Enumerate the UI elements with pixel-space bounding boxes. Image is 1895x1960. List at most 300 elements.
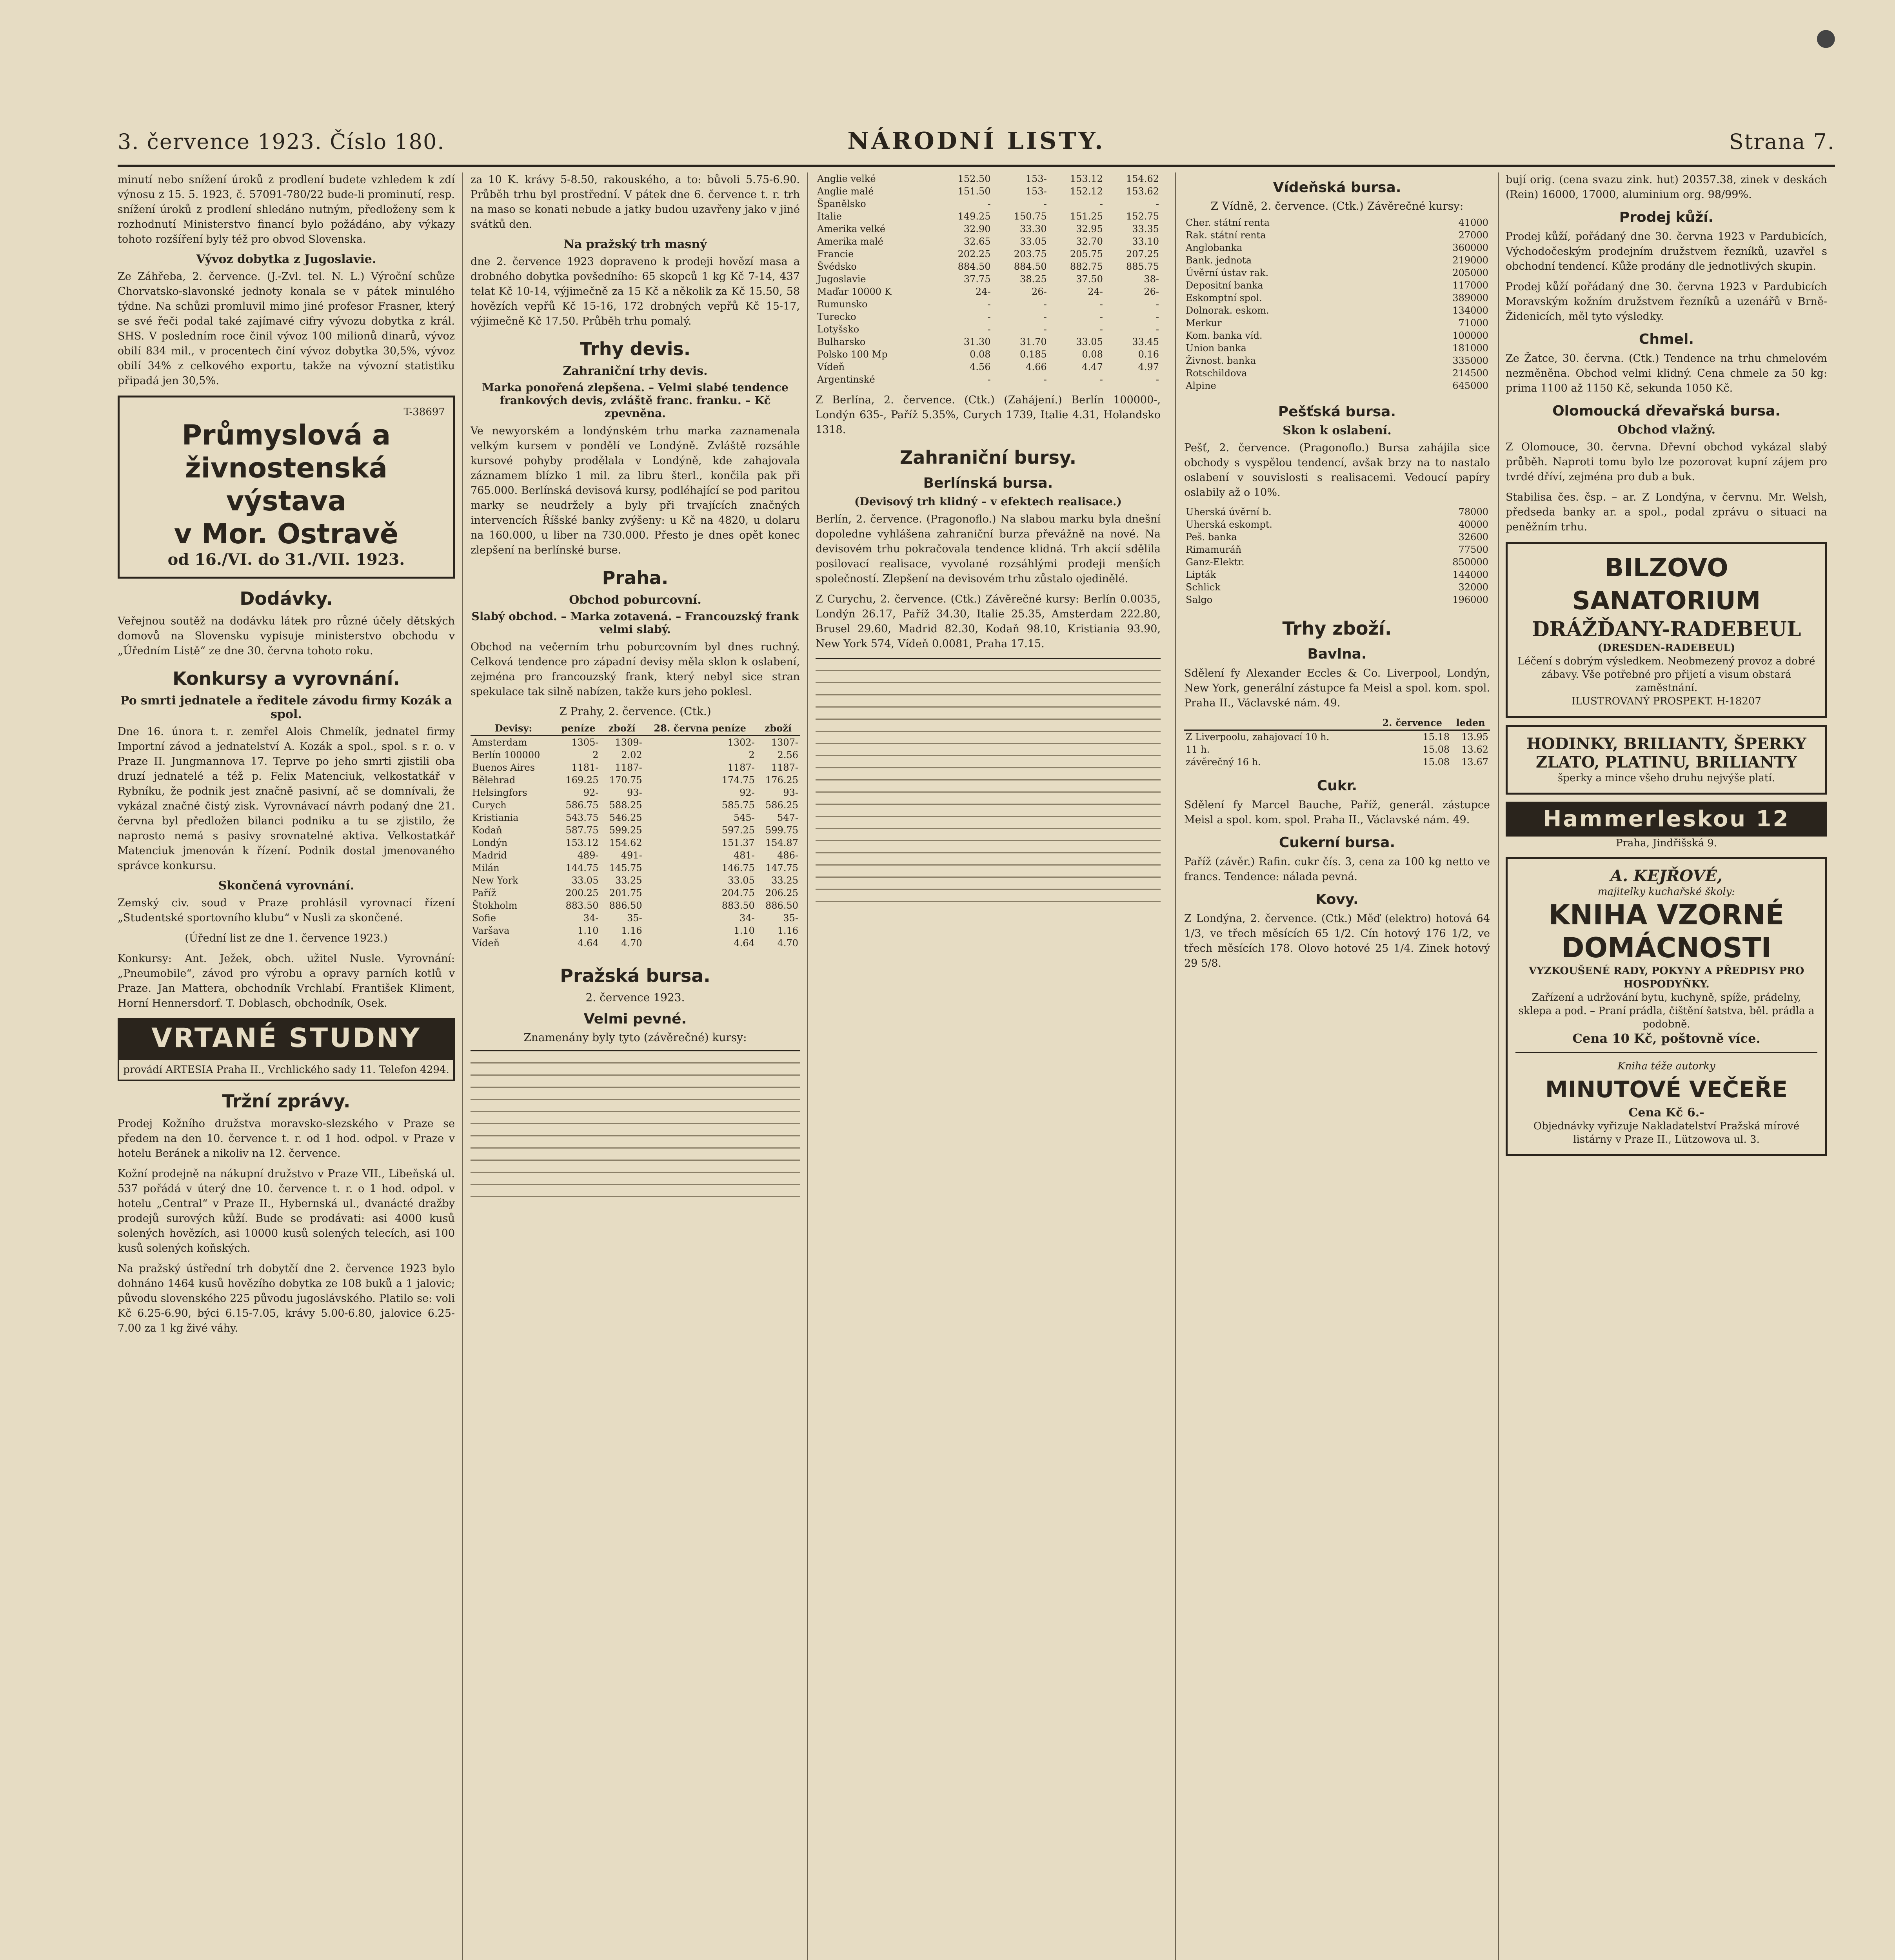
table-row: [1184, 543, 1490, 556]
stock-label: Uherská eskompt.: [1186, 519, 1273, 530]
ad-author: A. KEJŘOVÉ,: [1610, 867, 1722, 885]
table-row: [816, 223, 1161, 235]
article-text: (Úřední list ze dne 1. července 1923.): [185, 932, 388, 944]
text-line: [816, 678, 1161, 683]
stock-value: 850000: [1452, 557, 1488, 568]
text-line: [471, 1131, 800, 1136]
section-heading: Cukr.: [1317, 778, 1357, 794]
table-row: [816, 248, 1161, 260]
section-heading: Pešťská bursa.: [1278, 404, 1396, 420]
valuta-value: 153-: [1025, 173, 1047, 184]
devisa-value: 2.56: [777, 750, 798, 760]
cotton-value: 13.95: [1461, 731, 1488, 742]
stock-value: 41000: [1458, 217, 1488, 228]
text-line: [471, 1143, 800, 1149]
table-header: 2. července: [1373, 716, 1451, 730]
article-subheading: Slabý obchod. – Marka zotavená. – Francouzský frank velmi slabý.: [471, 610, 799, 636]
stock-label: Eskomptní spol.: [1186, 292, 1262, 303]
table-row: [816, 361, 1161, 373]
cotton-value: 13.67: [1461, 757, 1488, 768]
stock-label: Uherská úvěrní b.: [1186, 506, 1272, 517]
article-text: Z Olomouce, 30. června. Dřevní obchod vykázal slabý průběh. Naproti tomu bylo lze pozorovat kupní zájem pro tvrdé dříví, zejména pro dub a buk.: [1506, 441, 1827, 483]
valuta-value: 149.25: [957, 211, 991, 222]
valuta-value: 32.65: [963, 236, 991, 247]
valuta-value: 33.05: [1019, 236, 1047, 247]
ad-subtitle: Kniha téže autorky: [1617, 1060, 1715, 1072]
table-row: [1184, 367, 1490, 379]
table-row: [1184, 329, 1490, 342]
devisa-label: Paříž: [472, 887, 496, 898]
article-text: Obchod na večerním trhu poburcovním byl dnes ruchný. Celková tendence pro západní devisy měla sklon k oslabení, zejména pro francouzský frank, který nebyl sice stran spekulace tak silně nabízen, takže kurs jeho poklesl.: [471, 641, 800, 698]
valuta-value: 24-: [975, 286, 991, 297]
valuta-value: -: [1156, 324, 1159, 335]
valuta-value: 884.50: [957, 261, 991, 272]
devisa-value: 1187-: [615, 762, 642, 773]
text-line: [816, 800, 1161, 805]
article-text: Z Berlína, 2. července. (Ctk.) (Zahájení.) Berlín 100000-, Londýn 635-, Paříž 5.35%, Curych 1739, Italie 4.31, Holandsko 1318.: [816, 394, 1161, 436]
valuta-value: -: [1099, 374, 1103, 385]
valuta-value: 32.95: [1076, 223, 1103, 234]
text-line: [471, 1168, 800, 1173]
valuta-value: -: [1156, 374, 1159, 385]
ad-text: šperky a mince všeho druhu nejvýše platí.: [1558, 772, 1775, 784]
valuta-label: Jugoslavie: [817, 274, 866, 285]
stock-value: 32000: [1458, 582, 1488, 593]
valuta-label: Amerika velké: [817, 223, 886, 234]
text-line: [816, 860, 1161, 866]
valuta-value: -: [987, 324, 991, 335]
text-line: [471, 1192, 800, 1197]
valuta-value: -: [1099, 299, 1103, 310]
stock-value: 71000: [1458, 318, 1488, 328]
valuta-value: 4.56: [970, 361, 991, 372]
table-rule: [816, 658, 1161, 659]
devisa-value: 154.62: [609, 837, 642, 848]
valuta-label: Turecko: [817, 311, 856, 322]
jeweler-ad: [1506, 725, 1827, 795]
table-row: [1184, 593, 1490, 606]
ad-banner: VRTANÉ STUDNY: [118, 1018, 455, 1058]
devisa-value: 491-: [621, 850, 642, 861]
valuta-value: 882.75: [1070, 261, 1103, 272]
book-ad: [1506, 857, 1827, 1156]
devisa-value: 4.64: [578, 938, 599, 949]
valuta-value: 152.75: [1126, 211, 1159, 222]
table-header: 28. června peníze: [644, 722, 756, 736]
text-line: [816, 897, 1161, 902]
article-text: Prodej kůží pořádaný dne 30. června 1923 v Pardubicích Moravským kožním družstvem řezníků a uzenářů v Brně-Židenicích, měl tyto výsledky.: [1506, 281, 1827, 323]
table-row: [1184, 254, 1490, 267]
table-row: [816, 373, 1161, 386]
ad-subtitle: (DRESDEN-RADEBEUL): [1597, 642, 1735, 654]
table-row: [471, 924, 800, 937]
valuta-value: 33.05: [1076, 336, 1103, 347]
ad-text: Praha, Jindřišská 9.: [1615, 837, 1717, 849]
valuta-value: 26-: [1144, 286, 1159, 297]
devisa-value: 1.10: [734, 925, 755, 936]
devisa-value: 174.75: [721, 775, 755, 786]
ad-text: Objednávky vyřizuje Nakladatelství Pražská mírové listárny v Praze II., Lützowova ul. 3.: [1533, 1120, 1800, 1145]
valuta-value: 33.30: [1019, 223, 1047, 234]
stock-label: Úvěrní ústav rak.: [1186, 267, 1269, 278]
devisa-value: 481-: [733, 850, 755, 861]
stock-value: 144000: [1452, 569, 1488, 580]
devisa-value: 35-: [627, 913, 642, 924]
text-line: [816, 666, 1161, 671]
devisa-label: Bělehrad: [472, 775, 516, 786]
devisa-value: 145.75: [609, 862, 642, 873]
devisa-value: 585.75: [721, 800, 755, 811]
devisa-label: Madrid: [472, 850, 507, 861]
article-heading: Velmi pevné.: [583, 1011, 687, 1027]
ad-code: T-38697: [403, 406, 445, 418]
stock-value: 181000: [1452, 343, 1488, 354]
table-header: leden: [1451, 716, 1490, 730]
table-row: [1184, 292, 1490, 304]
article-text: Zemský civ. soud v Praze prohlásil vyrovnací řízení „Studentské sportovního klubu“ v Nusli za skončené.: [118, 897, 455, 924]
stock-label: Rotschildova: [1186, 368, 1247, 379]
devisa-value: 1305-: [571, 737, 599, 748]
cotton-label: Z Liverpoolu, zahajovací 10 h.: [1186, 731, 1330, 742]
stock-value: 219000: [1452, 255, 1488, 266]
table-row: [471, 786, 800, 799]
devisa-label: New York: [472, 875, 518, 886]
devisa-value: 92-: [739, 787, 755, 798]
valuta-label: Lotyšsko: [817, 324, 859, 335]
table-row: [1184, 379, 1490, 392]
devisa-value: 883.50: [721, 900, 755, 911]
article-text: Ze Žatce, 30. června. (Ctk.) Tendence na trhu chmelovém nezměněna. Obchod velmi klidný. Cena chmele za 50 kg: prima 1100 až 1150 Kč, sekunda 1050 Kč.: [1506, 352, 1827, 394]
table-row: [1184, 342, 1490, 354]
section-heading: Trhy devis.: [580, 338, 691, 359]
valuta-value: 154.62: [1126, 173, 1159, 184]
article-text: Na pražský ústřední trh dobytčí dne 2. července 1923 bylo dohnáno 1464 kusů hovězího dobytka ze 108 buků a 1 jalovic; původu slovenského 225 původu jugoslávského. Platilo se: voli Kč 6.25-6.90, býci 6.15-7.05, krávy 5.00-6.80, jalovice 6.25-7.00 za 1 kg živé váhy.: [118, 1263, 455, 1334]
table-row: [816, 198, 1161, 210]
stock-value: 40000: [1458, 519, 1488, 530]
valuta-label: Polsko 100 Mp: [817, 349, 888, 360]
valuta-value: 33.45: [1132, 336, 1159, 347]
valuta-value: -: [1156, 198, 1159, 209]
column-5: [1506, 172, 1827, 1960]
text-line: [816, 763, 1161, 768]
table-row: [816, 210, 1161, 223]
devisa-value: 489-: [577, 850, 599, 861]
article-text: Prodej kůží, pořádaný dne 30. června 1923 v Pardubicích, Východočeským prodejním družstvem řezníků, uzavřel s obchodní tendencí. Kůže prodány dle jednotlivých skupin.: [1506, 230, 1827, 272]
table-row: [471, 874, 800, 887]
ad-text: Léčení s dobrým výsledkem. Neobmezený provoz a dobré zábavy. Vše potřebné pro přijetí a visum obstará zaměstnání.: [1517, 655, 1815, 694]
valuta-label: Švédsko: [817, 261, 857, 272]
table-row: [816, 298, 1161, 310]
valuta-value: 0.185: [1019, 349, 1047, 360]
ad-title: Průmyslová a: [182, 419, 391, 451]
valuta-label: Anglie malé: [817, 186, 874, 197]
article-subheading: Znamenány byly tyto (závěrečné) kursy:: [523, 1031, 747, 1044]
article-text: Pešť, 2. července. (Pragonoflo.) Bursa zahájila sice obchody s vyspělou tendencí, avšak brzy na to nastalo oslabení v souvislosti s realisacemi. Vedoucí papíry oslabily až o 10%.: [1184, 442, 1490, 499]
valuta-value: -: [1156, 299, 1159, 310]
table-header: peníze: [556, 722, 600, 736]
table-row: [1184, 518, 1490, 531]
section-heading: Praha.: [602, 567, 669, 588]
valuta-value: 24-: [1088, 286, 1103, 297]
valuta-value: 151.50: [957, 186, 991, 197]
exhibition-ad: [118, 396, 455, 579]
valuta-label: Amerika malé: [817, 236, 883, 247]
column-4: [1184, 172, 1490, 1960]
valuta-label: Francie: [817, 249, 854, 260]
cotton-value: 15.08: [1423, 757, 1450, 768]
table-row: [1184, 279, 1490, 292]
devisa-value: 1187-: [771, 762, 798, 773]
stock-value: 32600: [1458, 532, 1488, 543]
table-row: [1184, 743, 1490, 756]
article-text: dne 2. července 1923 dopraveno k prodeji hovězí masa a drobného dobytka povšedního: 65 skopců 1 kg Kč 7-14, 437 telat Kč 10-14, výjimečně za 15 Kč a několik za Kč 15.50, 58 hovězích vepřů Kč 15-16, 172 drobných vepřů Kč 15-17, výjimečně Kč 17.50. Průběh trhu pomalý.: [471, 256, 800, 327]
wells-ad: [118, 1018, 455, 1081]
devisa-value: 543.75: [565, 812, 599, 823]
devisa-value: 586.75: [565, 800, 599, 811]
valuta-value: -: [1043, 311, 1047, 322]
stock-value: 335000: [1452, 355, 1488, 366]
article-heading: Obchod poburcovní.: [569, 593, 701, 607]
devisa-value: 883.50: [565, 900, 599, 911]
vienna-list: [1184, 216, 1490, 392]
valuta-value: 32.70: [1076, 236, 1103, 247]
stock-value: 134000: [1452, 305, 1488, 316]
page-number: Strana 7.: [1729, 129, 1835, 154]
devisa-value: 886.50: [765, 900, 798, 911]
text-line: [471, 1107, 800, 1112]
devisa-value: 2: [749, 750, 755, 760]
table-row: [1184, 581, 1490, 593]
valuta-label: Vídeň: [817, 361, 845, 372]
article-text: Ze Záhřeba, 2. července. (J.-Zvl. tel. N. L.) Výroční schůze Chorvatsko-slavonské jednoty konala se v pátek minulého týdne. Na schůzi promluvil mimo jiné profesor Frasner, který se své řeči podal také zajímavé cifry vývozu dobytka z král. SHS. V posledním roce činil vývoz 100 milionů dinarů, vývoz obilí 834 mil., v procentech činí vývoz dobytka 30,5%, vývoz obilí 34% z celkového exportu, takže na vývozní statistiku připadá jen 30,5%.: [118, 270, 455, 387]
devisa-value: 169.25: [565, 775, 599, 786]
valuta-value: 207.25: [1126, 249, 1159, 260]
table-row: [1184, 506, 1490, 518]
devisa-value: 599.25: [609, 825, 642, 836]
cotton-label: 11 h.: [1186, 744, 1210, 755]
table-row: [471, 849, 800, 862]
table-row: [471, 799, 800, 811]
text-line: [816, 702, 1161, 708]
hammer-ad: [1506, 802, 1827, 850]
table-row: [816, 260, 1161, 273]
cotton-value: 15.08: [1423, 744, 1450, 755]
valuta-value: -: [1043, 324, 1047, 335]
ad-title: v Mor. Ostravě: [174, 518, 399, 550]
text-line: [471, 1058, 800, 1063]
article-heading: Na pražský trh masný: [563, 238, 707, 251]
devisa-label: Londýn: [472, 837, 508, 848]
devisa-value: 1307-: [771, 737, 798, 748]
valuta-value: -: [1043, 198, 1047, 209]
devisa-value: 33.25: [771, 875, 798, 886]
devisa-label: Buenos Aires: [472, 762, 535, 773]
table-row: [1184, 531, 1490, 543]
valuta-value: 0.08: [970, 349, 991, 360]
valuta-value: -: [987, 198, 991, 209]
valuta-value: 152.50: [957, 173, 991, 184]
valuta-value: -: [1099, 311, 1103, 322]
devisa-label: Štokholm: [472, 900, 518, 911]
devisa-value: 587.75: [565, 825, 599, 836]
table-row: [471, 912, 800, 924]
valuta-label: Rumunsko: [817, 299, 868, 310]
valuta-value: 151.25: [1070, 211, 1103, 222]
section-heading: Prodej kůží.: [1619, 209, 1714, 225]
devisa-value: 1187-: [727, 762, 755, 773]
text-line: [816, 848, 1161, 853]
text-line: [471, 1071, 800, 1076]
stock-label: Alpine: [1186, 380, 1216, 391]
text-line: [816, 812, 1161, 817]
article-text: minutí nebo snížení úroků z prodlení budete vzhledem k zdí výnosu z 15. 5. 1923, č. 57091-780/22 bude-li prominutí, resp. snížení úroků z prodlení shledáno nutným, předloženy sem k rozhodnutí Ministerstvo financí bylo požádáno, aby výkazy tohoto rozšíření byly též pro obvod Slovenska.: [118, 174, 455, 245]
table-row: [1184, 229, 1490, 241]
cotton-value: 15.18: [1423, 731, 1450, 742]
table-row: [1184, 216, 1490, 229]
valuta-value: 152.12: [1070, 186, 1103, 197]
valuta-value: 31.70: [1019, 336, 1047, 347]
table-row: [471, 862, 800, 874]
text-line: [471, 1083, 800, 1088]
table-row: [471, 887, 800, 899]
table-row: [816, 185, 1161, 198]
stock-value: 77500: [1458, 544, 1488, 555]
table-row: [1184, 756, 1490, 768]
article-text: za 10 K. krávy 5-8.50, rakouského, a to: bůvoli 5.75-6.90. Průběh trhu byl prostřední. V pátek dne 6. července t. r. trh na maso se konati nebude a jatky budou uzavřeny jako v jiné svátků den.: [471, 174, 800, 230]
cotton-label: závěrečný 16 h.: [1186, 757, 1261, 768]
table-row: [816, 235, 1161, 248]
ad-title: živnostenská výstava: [185, 452, 388, 517]
article-subheading: Marka ponořená zlepšena. – Velmi slabé tendence frankových devis, zvláště franc. franku. – Kč zpevněna.: [482, 381, 789, 420]
devisa-value: 33.05: [728, 875, 755, 886]
stock-label: Union banka: [1186, 343, 1246, 354]
devisa-value: 547-: [777, 812, 798, 823]
table-row: [816, 310, 1161, 323]
article-heading: Po smrti jednatele a ředitele závodu firmy Kozák a spol.: [120, 694, 452, 721]
devisa-value: 2.02: [621, 750, 642, 760]
devisa-value: 4.70: [621, 938, 642, 949]
valuta-value: 32.90: [963, 223, 991, 234]
devisa-label: Kodaň: [472, 825, 502, 836]
article-heading: Bavlna.: [1307, 646, 1367, 662]
stock-value: 645000: [1452, 380, 1488, 391]
devisa-label: Amsterdam: [472, 737, 527, 748]
section-heading: Pražská bursa.: [560, 965, 710, 986]
section-heading: Kovy.: [1315, 891, 1359, 907]
article-text: Berlín, 2. července. (Pragonoflo.) Na slabou marku byla dnešní dopoledne vyhlášena zahraniční burza převážně na nové. Na devisovém trhu pokračovala tendence klidná. Trh akcií sdělila posilovací realisace, vyvolané rozsáhlými prodeji menších společností. Zlepšení na devisovém trhu zůstalo ojedinělé.: [816, 513, 1161, 585]
stock-label: Bank. jednota: [1186, 255, 1252, 266]
devisa-value: 1302-: [727, 737, 755, 748]
table-row: [471, 761, 800, 774]
ad-title: KNIHA VZORNÉ DOMÁCNOSTI: [1548, 899, 1784, 964]
devisa-value: 4.70: [777, 938, 798, 949]
table-row: [816, 285, 1161, 298]
valuta-value: 205.75: [1070, 249, 1103, 260]
stock-value: 117000: [1452, 280, 1488, 291]
stock-label: Živnost. banka: [1186, 355, 1256, 366]
section-heading: Tržní zprávy.: [222, 1091, 351, 1112]
valuta-value: 202.25: [957, 249, 991, 260]
valuta-label: Maďar 10000 K: [817, 286, 892, 297]
article-subheading: 2. července 1923.: [585, 991, 685, 1004]
article-text: Sdělení fy Alexander Eccles & Co. Liverpool, Londýn, New York, generální zástupce fa Meisl a spol. kom. spol. Praha II., Václavské nám. 49.: [1184, 667, 1490, 709]
valuta-value: 0.16: [1138, 349, 1159, 360]
valuta-value: -: [1156, 311, 1159, 322]
article-text: Dne 16. února t. r. zemřel Alois Chmelík, jednatel firmy Importní závod a jednatelství A. Kozák a spol., spol. s r. o. v Praze II. Jungmannova 17. Teprve po jeho smrti zjistili oba druzí jednatelé a též p. Felix Matenciuk, velkostatkář v Rybníku, že podnik jest značně pasivní, ač se domnívali, že vykázal značné čistý zisk. Vyrovnávací návrh podaný dne 21. června byl předložen bilanci podniku a tu se zjistilo, že naprosto nemá s pasivy srovnatelné aktiva. Velkostatkář Matenciuk jmenován k řízení. Podnik dostal jmenovaného správce konkursu.: [118, 726, 455, 872]
devisa-label: Milán: [472, 862, 500, 873]
ad-subtitle: majitelky kuchařské školy:: [1597, 886, 1735, 898]
devisa-label: Kristiania: [472, 812, 519, 823]
table-row: [1184, 304, 1490, 317]
table-row: [1184, 354, 1490, 367]
ad-rule: [1515, 1052, 1817, 1053]
stock-list-placeholder: [816, 666, 1161, 902]
stock-label: Kom. banka víd.: [1186, 330, 1263, 341]
devisa-value: 1.16: [777, 925, 798, 936]
devisa-value: 597.25: [721, 825, 755, 836]
ad-price: Cena 10 Kč, poštovně více.: [1572, 1031, 1761, 1046]
valuta-value: 153.12: [1070, 173, 1103, 184]
valuta-label: Španělsko: [817, 198, 866, 209]
devisa-value: 599.75: [765, 825, 798, 836]
devisa-value: 92-: [583, 787, 599, 798]
table-header: zboží: [756, 722, 800, 736]
table-row: [471, 749, 800, 761]
valuta-label: Anglie velké: [817, 173, 876, 184]
valuta-value: -: [987, 299, 991, 310]
valuta-value: -: [987, 374, 991, 385]
section-heading: Cukerní bursa.: [1279, 835, 1395, 851]
devisa-value: 1.16: [621, 925, 642, 936]
sanatorium-ad: [1506, 542, 1827, 718]
valuta-value: -: [1043, 299, 1047, 310]
column-rule: [462, 172, 463, 1960]
table-header: zboží: [600, 722, 643, 736]
valuta-value: 884.50: [1014, 261, 1047, 272]
table-row: [1184, 556, 1490, 568]
table-row: [816, 323, 1161, 336]
column-rule: [1498, 172, 1499, 1960]
text-line: [816, 727, 1161, 732]
devisa-value: 2: [592, 750, 599, 760]
table-row: [1184, 317, 1490, 329]
valuta-value: 153-: [1025, 186, 1047, 197]
table-title: Z Prahy, 2. července. (Ctk.): [559, 705, 711, 718]
stock-label: Peš. banka: [1186, 532, 1237, 543]
article-text: Paříž (závěr.) Rafin. cukr čís. 3, cena za 100 kg netto ve francs. Tendence: nálada pevná.: [1184, 856, 1490, 883]
article-heading: Berlínská bursa.: [923, 475, 1053, 491]
devisa-value: 588.25: [609, 800, 642, 811]
devisa-label: Curych: [472, 800, 507, 811]
devisa-value: 545-: [733, 812, 755, 823]
devisa-value: 176.25: [765, 775, 798, 786]
table-header: Devisy:: [471, 722, 556, 736]
valuta-value: 38-: [1144, 274, 1159, 285]
text-line: [816, 690, 1161, 695]
devisa-value: 486-: [777, 850, 798, 861]
issue-date: 3. července 1923. Číslo 180.: [118, 129, 445, 154]
column-rule: [1175, 172, 1176, 1960]
table-row: [471, 837, 800, 849]
text-line: [471, 1095, 800, 1100]
valuta-value: 4.66: [1026, 361, 1047, 372]
article-text: Sdělení fy Marcel Bauche, Paříž, generál. zástupce Meisl a spol. kom. spol. Praha II., Václavské nám. 49.: [1184, 799, 1490, 826]
section-heading: Dodávky.: [240, 588, 333, 609]
table-header: [1184, 716, 1373, 730]
article-heading: Skon k oslabení.: [1283, 424, 1392, 437]
text-line: [471, 1156, 800, 1161]
devisa-value: 200.25: [565, 887, 599, 898]
